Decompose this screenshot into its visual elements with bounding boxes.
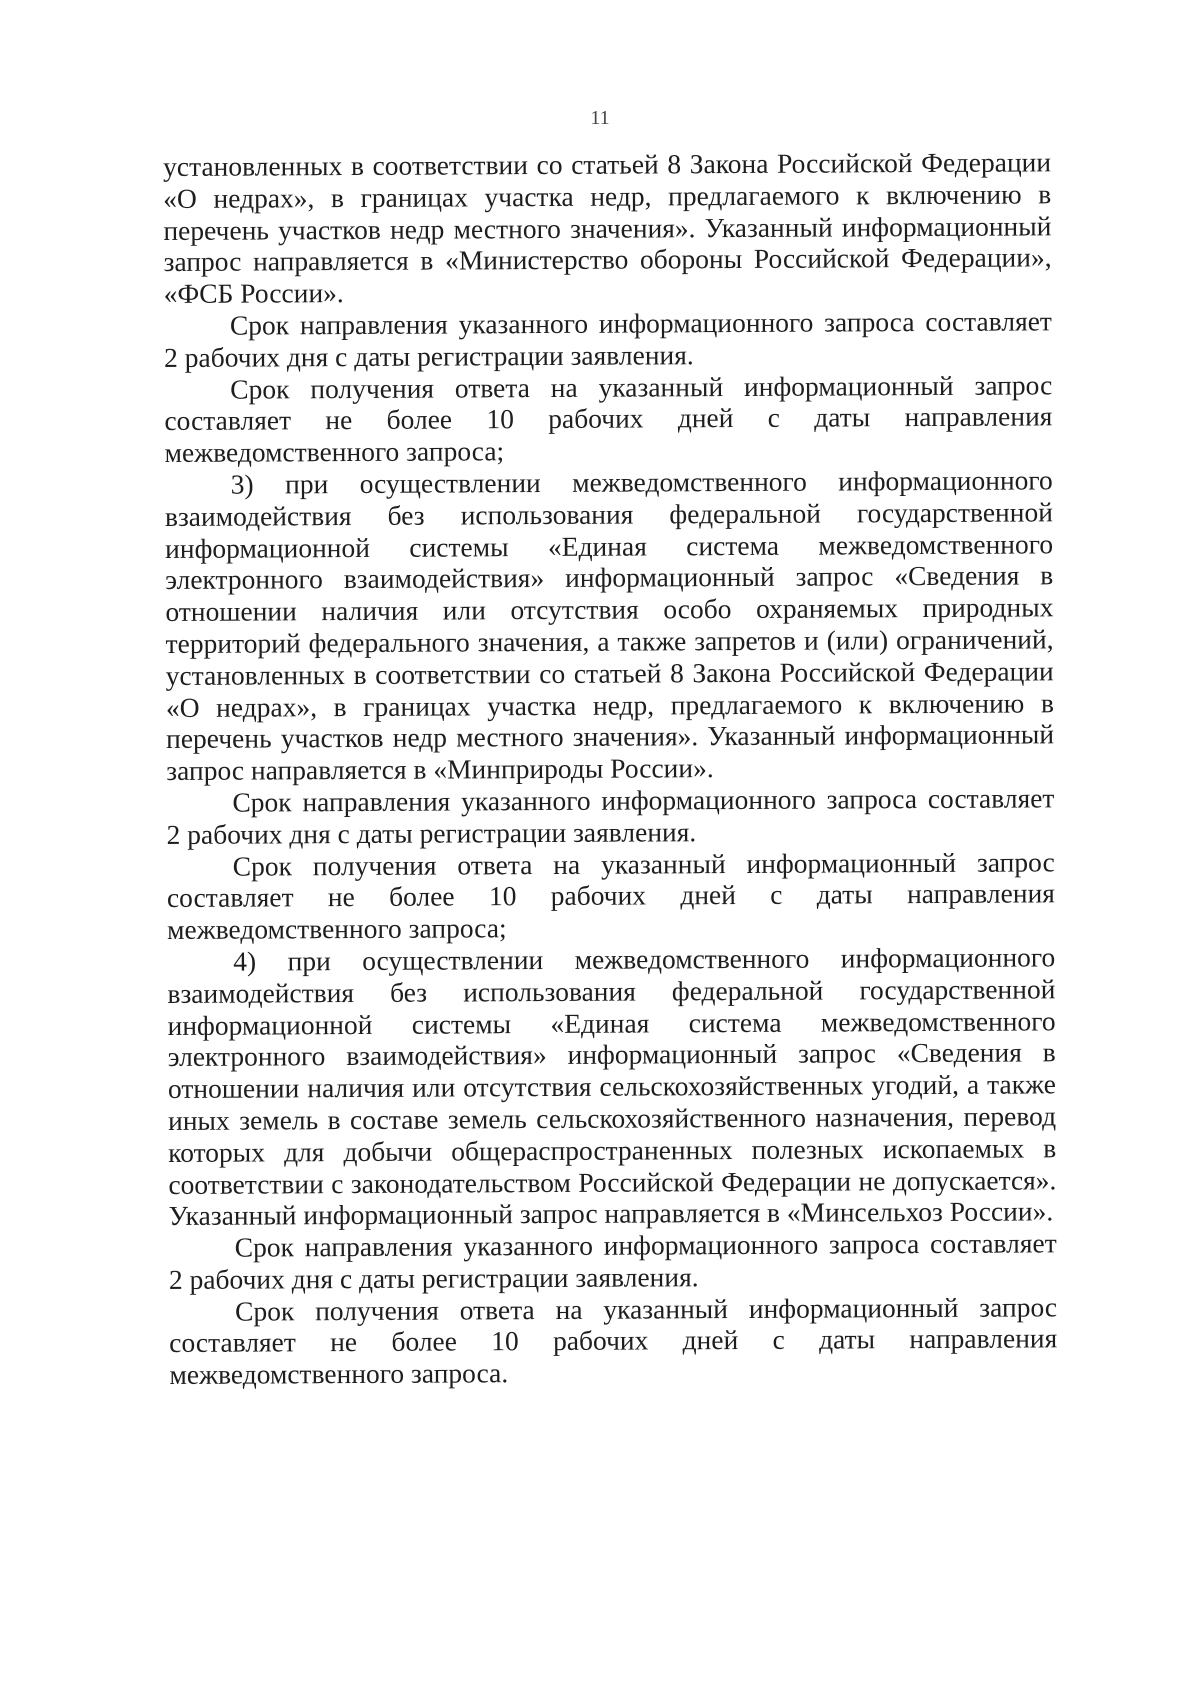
- paragraph-response-deadline: Срок получения ответа на указанный информационный запрос составляет не более 10 рабочих дней с даты направления межведомственного запроса;: [164, 368, 1053, 469]
- page-number: 11: [590, 107, 610, 129]
- paragraph-response-deadline: Срок получения ответа на указанный информационный запрос составляет не более 10 рабочих дней с даты направления межведомственного запроса.: [169, 1291, 1058, 1391]
- paragraph-request-deadline: Срок направления указанного информационного запроса составляет 2 рабочих дня с даты регистрации заявления.: [163, 305, 1052, 373]
- paragraph-request-deadline: Срок направления указанного информационного запроса составляет 2 рабочих дня с даты регистрации заявления.: [166, 782, 1055, 850]
- paragraph-request-deadline: Срок направления указанного информационного запроса составляет 2 рабочих дня с даты регистрации заявления.: [168, 1227, 1057, 1295]
- paragraph-continuation: установленных в соответствии со статьей 8 Закона Российской Федерации «О недрах», в границах участка недр, предлагаемого к включению в перечень участков недр местного значения». Указанный информационный запрос направляется в «Министерство обороны Российской Федерации», «ФСБ России».: [163, 146, 1052, 310]
- paragraph-response-deadline: Срок получения ответа на указанный информационный запрос составляет не более 10 рабочих дней с даты направления межведомственного запроса;: [166, 845, 1055, 946]
- document-body: [163, 146, 1057, 1391]
- paragraph-item-4: 4) при осуществлении межведомственного информационного взаимодействия без использования федеральной государственной информационной системы «Единая система межведомственного электронного взаимодействия» информационный запрос «Сведения в отношении наличия или отсутствия сельскохозяйственных угодий, а также иных земель в составе земель сельскохозяйственного назначения, перевод которых для добычи общераспространенных полезных ископаемых в соответствии с законодательством Российской Федерации не допускается». Указанный информационный запрос направляется в «Минсельхоз России».: [167, 941, 1057, 1232]
- paragraph-item-3: 3) при осуществлении межведомственного информационного взаимодействия без использования федеральной государственной информационной системы «Единая система межведомственного электронного взаимодействия» информационный запрос «Сведения в отношении наличия или отсутствия особо охраняемых природных территорий федерального значения, а также запретов и (или) ограничений, установленных в соответствии со статьей 8 Закона Российской Федерации «О недрах», в границах участка недр, предлагаемого к включению в перечень участков недр местного значения». Указанный информационный запрос направляется в «Минприроды России».: [164, 464, 1055, 787]
